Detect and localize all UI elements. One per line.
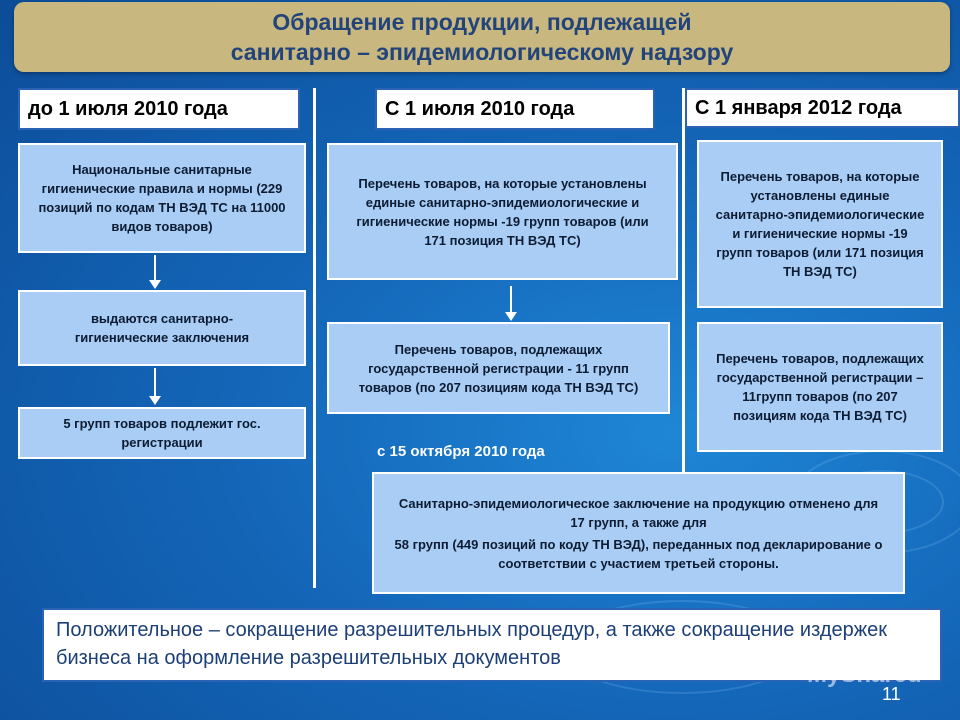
conclusion-box: Положительное – сокращение разрешительных процедур, а также сокращение издержек бизнеса на оформление разрешительных документов (42, 608, 942, 682)
col1-arrow-1-stem (154, 255, 156, 280)
col1-box-rules: Национальные санитарные гигиенические правила и нормы (229 позиций по кодам ТН ВЭД ТС на 11000 видов товаров) (18, 143, 306, 253)
col2-arrow-head (505, 312, 517, 321)
col2-box-registration: Перечень товаров, подлежащих государственной регистрации - 11 групп товаров (по 207 позициям кода ТН ВЭД ТС) (327, 322, 670, 414)
col1-arrow-2-stem (154, 368, 156, 397)
col1-header: до 1 июля 2010 года (18, 88, 300, 130)
title-line-2: санитарно – эпидемиологическому надзору (230, 39, 734, 65)
watermark-text: MyShared (807, 660, 922, 688)
october-text-1: Санитарно-эпидемиологическое заключение на продукцию отменено для 17 групп, а также для (398, 495, 879, 530)
col1-box-conclusions: выдаются санитарно-гигиенические заключения (18, 290, 306, 366)
title-banner (14, 2, 950, 72)
col1-arrow-2-head (149, 396, 161, 405)
col3-box-registration: Перечень товаров, подлежащих государственной регистрации – 11групп товаров (по 207 позициям кода ТН ВЭД ТС) (697, 322, 943, 452)
title-line-1: Обращение продукции, подлежащей (272, 9, 692, 35)
col2-arrow-stem (510, 286, 512, 313)
column-divider-left (313, 88, 316, 588)
page-number: 11 (882, 684, 901, 704)
october-text-2: 58 групп (449 позиций по коду ТН ВЭД), переданных под декларирование о соответствии с участием третьей стороны. (394, 536, 883, 571)
watermark-logo-icon (775, 660, 801, 689)
october-date-label: с 15 октября 2010 года (377, 443, 545, 460)
october-conclusion-box (372, 472, 905, 594)
column-divider-right (682, 88, 685, 473)
col3-header: С 1 января 2012 года (685, 88, 960, 128)
col1-arrow-1-head (149, 280, 161, 289)
col2-box-norms: Перечень товаров, на которые установлены единые санитарно-эпидемиологические и гигиенические нормы -19 групп товаров (или 171 позиция ТН ВЭД ТС) (327, 143, 678, 280)
col2-header: С 1 июля 2010 года (375, 88, 655, 130)
col1-box-registration: 5 групп товаров подлежит гос. регистрации (18, 407, 306, 459)
col3-box-norms: Перечень товаров, на которые установлены единые санитарно-эпидемиологические и гигиенические нормы -19 групп товаров (или 171 позиция ТН ВЭД ТС) (697, 140, 943, 308)
